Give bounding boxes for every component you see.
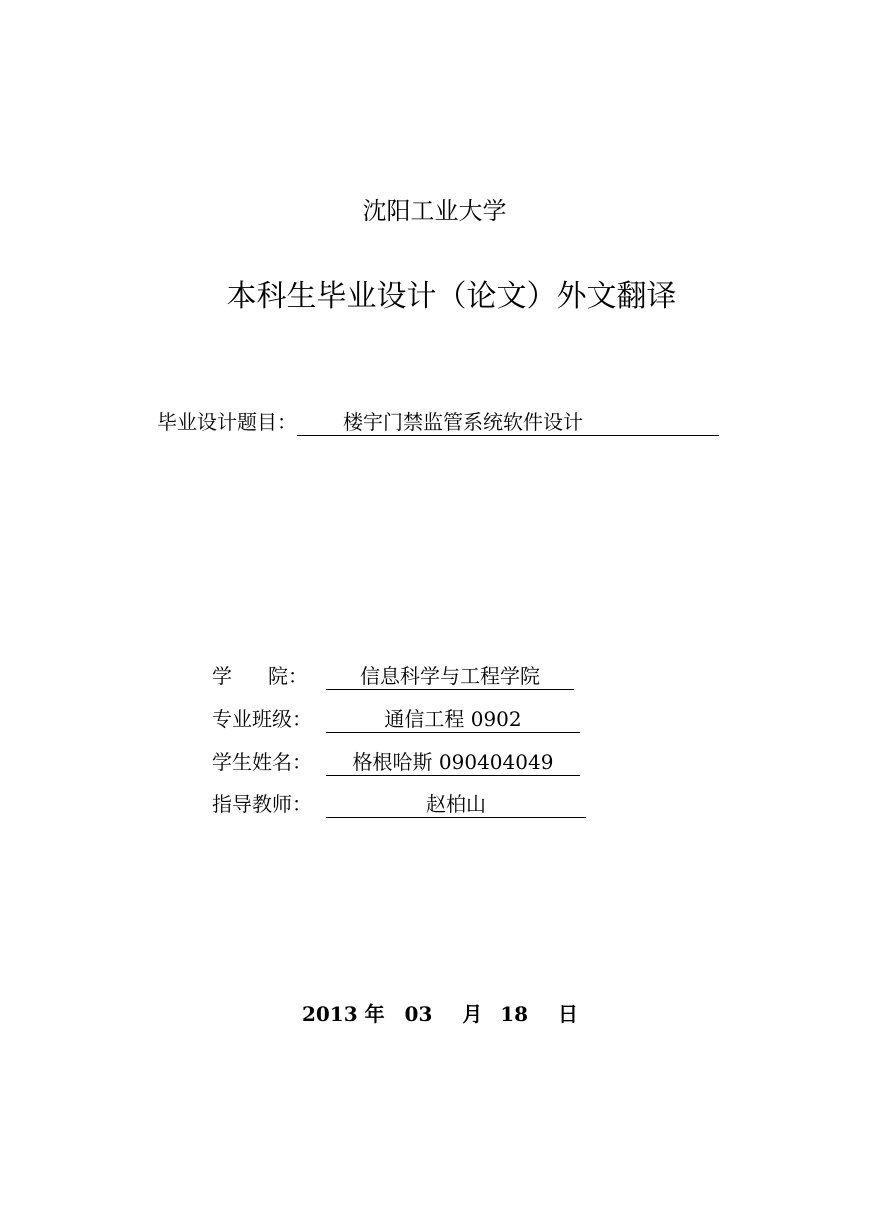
date-year: 2013 [301, 1002, 358, 1026]
college-label-first: 学 [212, 664, 232, 688]
student-row [212, 748, 580, 776]
major-class-value: 通信工程 0902 [326, 706, 580, 733]
advisor-row [212, 790, 586, 818]
advisor-label: 指导教师： [212, 792, 312, 816]
college-label-last: 院： [268, 664, 308, 688]
college-value: 信息科学与工程学院 [326, 663, 574, 690]
topic-label: 毕业设计题目： [157, 410, 297, 434]
university-name: 沈阳工业大学 [362, 197, 507, 225]
college-label [212, 662, 326, 690]
college-row [212, 662, 574, 690]
advisor-value: 赵柏山 [326, 791, 586, 818]
major-class-row [212, 705, 580, 733]
student-label: 学生姓名： [212, 750, 312, 774]
topic-row [157, 408, 719, 436]
major-class-label: 专业班级： [212, 707, 312, 731]
student-value: 格根哈斯 090404049 [326, 749, 580, 776]
date-year-unit: 年 [364, 1002, 385, 1026]
date-day-unit: 日 [558, 1002, 579, 1026]
date-day: 18 [500, 1002, 529, 1026]
date-month: 03 [404, 1002, 433, 1026]
topic-value: 楼宇门禁监管系统软件设计 [297, 409, 719, 436]
date-row [0, 1000, 869, 1028]
date-month-unit: 月 [462, 1002, 483, 1026]
document-title: 本科生毕业设计（论文）外文翻译 [226, 279, 677, 314]
